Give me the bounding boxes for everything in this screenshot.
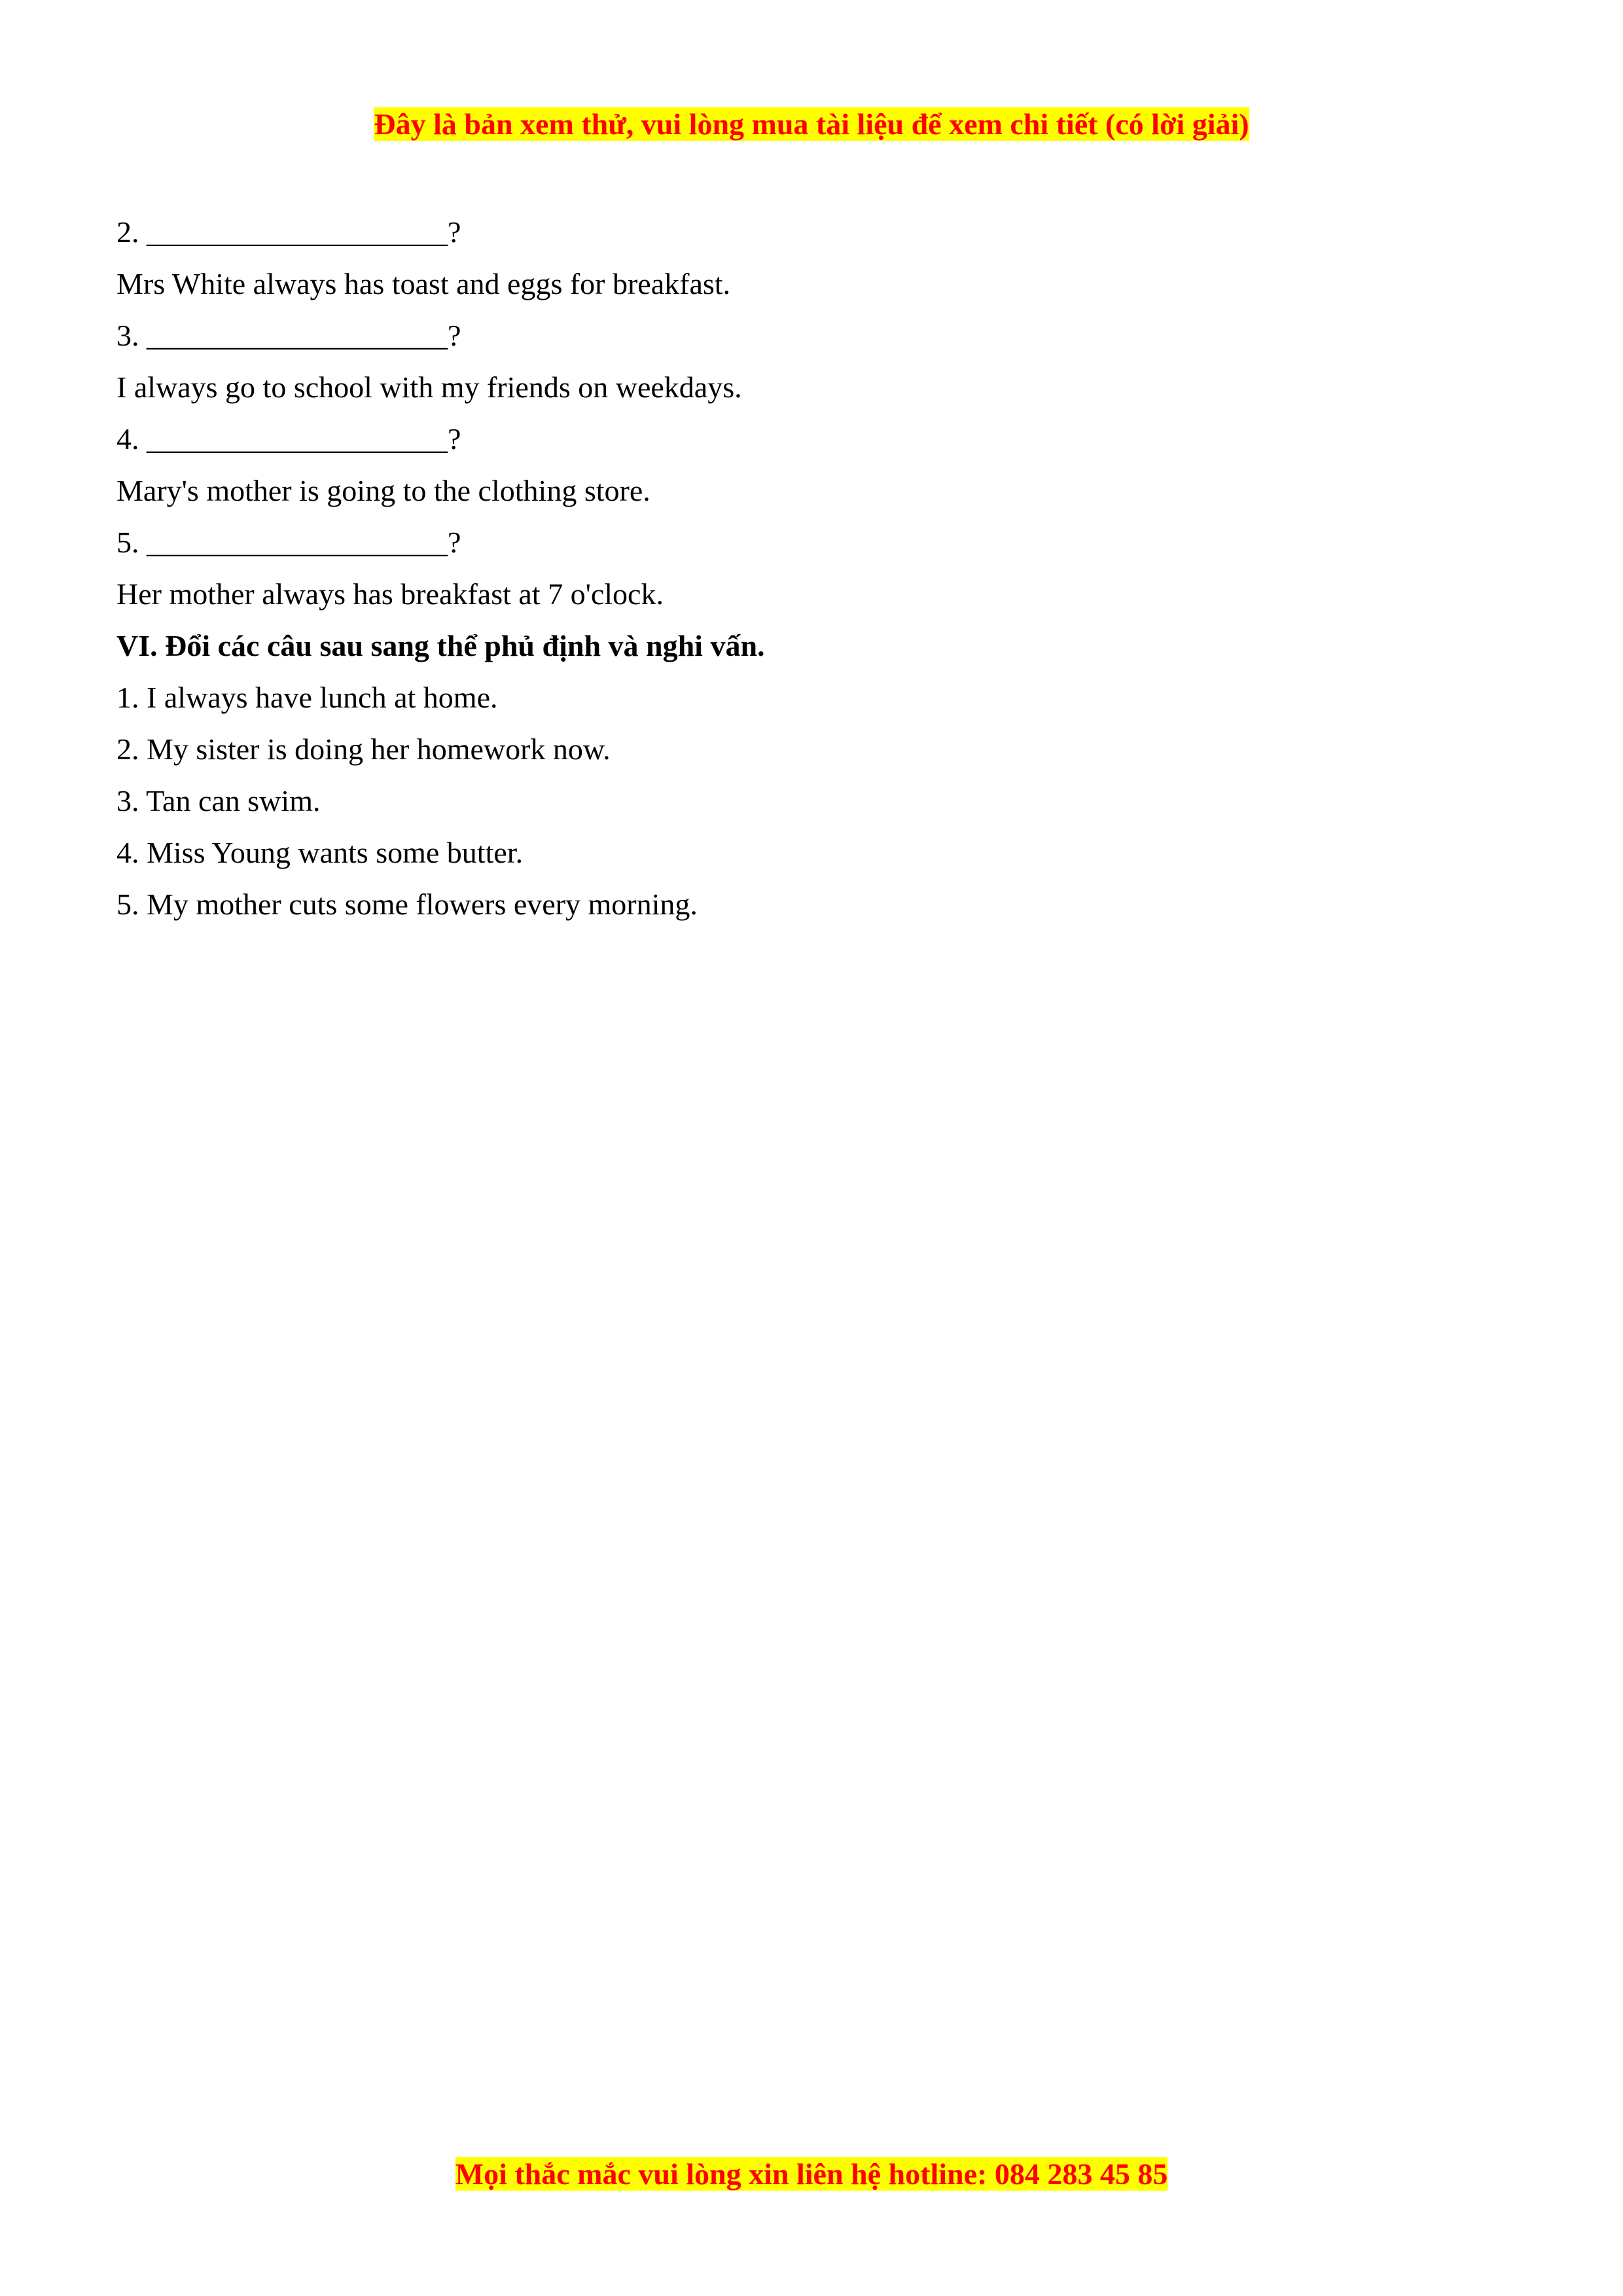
question-blank: 4. ____________________? (116, 422, 461, 456)
hotline-footer-banner (0, 2155, 1623, 2194)
preview-notice-text: Đây là bản xem thử, vui lòng mua tài liệu để xem chi tiết (có lời giải) (374, 107, 1249, 141)
question-answer: Her mother always has breakfast at 7 o'clock. (116, 577, 664, 611)
hotline-text: Mọi thắc mắc vui lòng xin liên hệ hotline: 084 283 45 85 (455, 2157, 1168, 2191)
question-answer: Mrs White always has toast and eggs for breakfast. (116, 267, 731, 300)
exercise-item: 1. I always have lunch at home. (116, 681, 498, 714)
exercise-item: 4. Miss Young wants some butter. (116, 836, 524, 869)
question-answer: Mary's mother is going to the clothing store. (116, 474, 651, 507)
section-vi-heading: VI. Đổi các câu sau sang thể phủ định và nghi vấn. (116, 629, 765, 662)
question-answer: I always go to school with my friends on weekdays. (116, 370, 742, 404)
exercise-item: 5. My mother cuts some flowers every morning. (116, 888, 698, 921)
exercise-item: 2. My sister is doing her homework now. (116, 732, 611, 766)
question-blank: 2. ____________________? (116, 215, 461, 249)
document-body (116, 206, 1504, 930)
exercise-item: 3. Tan can swim. (116, 784, 321, 817)
question-blank: 5. ____________________? (116, 526, 461, 559)
preview-notice-banner (0, 105, 1623, 144)
question-blank: 3. ____________________? (116, 319, 461, 352)
